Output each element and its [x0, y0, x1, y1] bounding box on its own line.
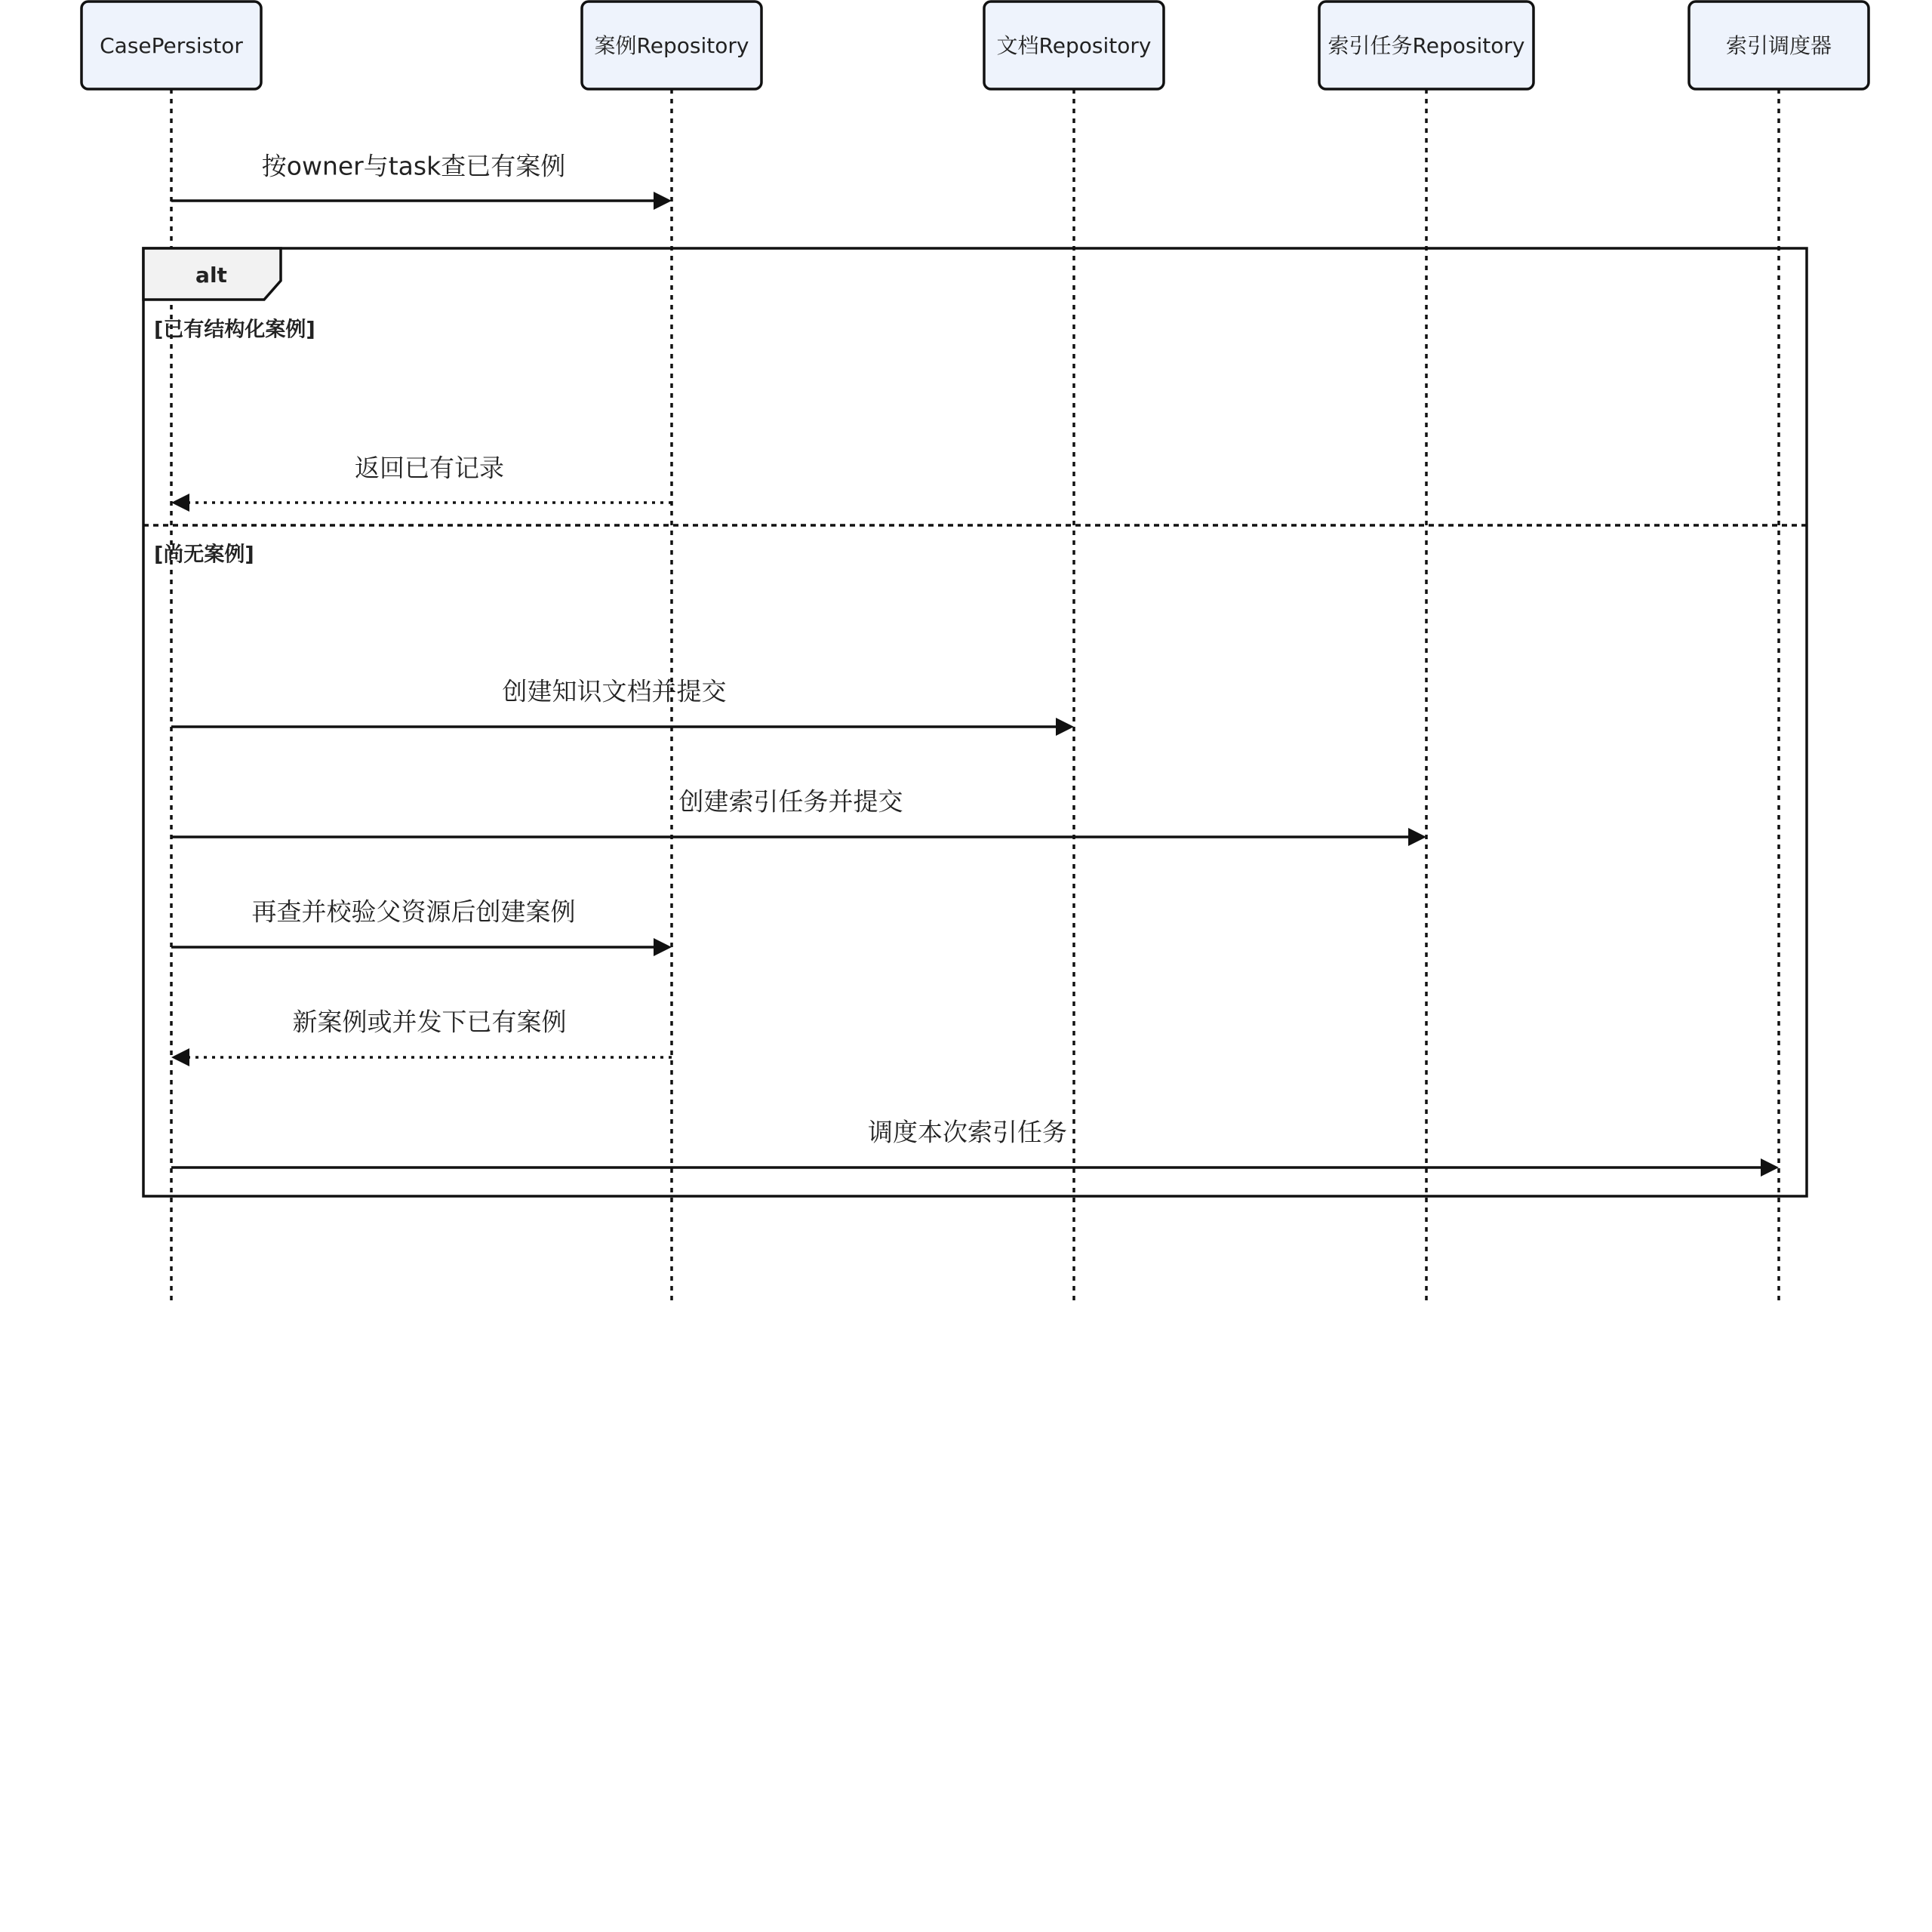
participant-label: 索引任务Repository	[1327, 33, 1525, 58]
participant-case-repository	[582, 2, 761, 89]
message-label: 创建知识文档并提交	[502, 676, 727, 706]
arrowhead-icon	[654, 192, 672, 210]
message-return-existing-record	[171, 454, 672, 512]
participant-index-task-repository	[1319, 2, 1534, 89]
participant-label: 文档Repository	[996, 33, 1152, 58]
message-label: 调度本次索引任务	[868, 1117, 1067, 1147]
guard-no-case: [尚无案例]	[154, 543, 254, 567]
participant-label: 案例Repository	[594, 33, 749, 58]
message-return-new-or-existing-case	[171, 1008, 672, 1067]
fragment-frame	[143, 248, 1807, 1196]
participant-label: CasePersistor	[100, 33, 243, 58]
arrowhead-icon	[1408, 828, 1426, 846]
message-query-existing-case	[171, 152, 672, 211]
message-label: 新案例或并发下已有案例	[292, 1007, 567, 1037]
arrowhead-icon	[171, 1048, 189, 1066]
message-create-index-task	[171, 787, 1426, 847]
message-label: 按owner与task查已有案例	[261, 151, 566, 181]
arrowhead-icon	[1056, 718, 1074, 736]
message-recheck-and-create-case	[171, 897, 672, 957]
arrowhead-icon	[1761, 1158, 1779, 1177]
fragment-keyword: alt	[195, 263, 227, 288]
message-label: 创建索引任务并提交	[678, 786, 903, 817]
arrowhead-icon	[171, 494, 189, 512]
message-create-knowledge-document	[171, 677, 1074, 737]
message-schedule-index-task	[171, 1118, 1779, 1177]
alt-fragment	[143, 248, 1807, 1196]
participant-index-scheduler	[1689, 2, 1869, 89]
message-label: 再查并校验父资源后创建案例	[251, 897, 576, 927]
message-label: 返回已有记录	[355, 453, 504, 483]
participant-label: 索引调度器	[1725, 33, 1832, 58]
arrowhead-icon	[654, 938, 672, 956]
guard-existing-case: [已有结构化案例]	[154, 318, 315, 342]
participant-document-repository	[984, 2, 1164, 89]
participant-casepersistor	[82, 2, 261, 89]
